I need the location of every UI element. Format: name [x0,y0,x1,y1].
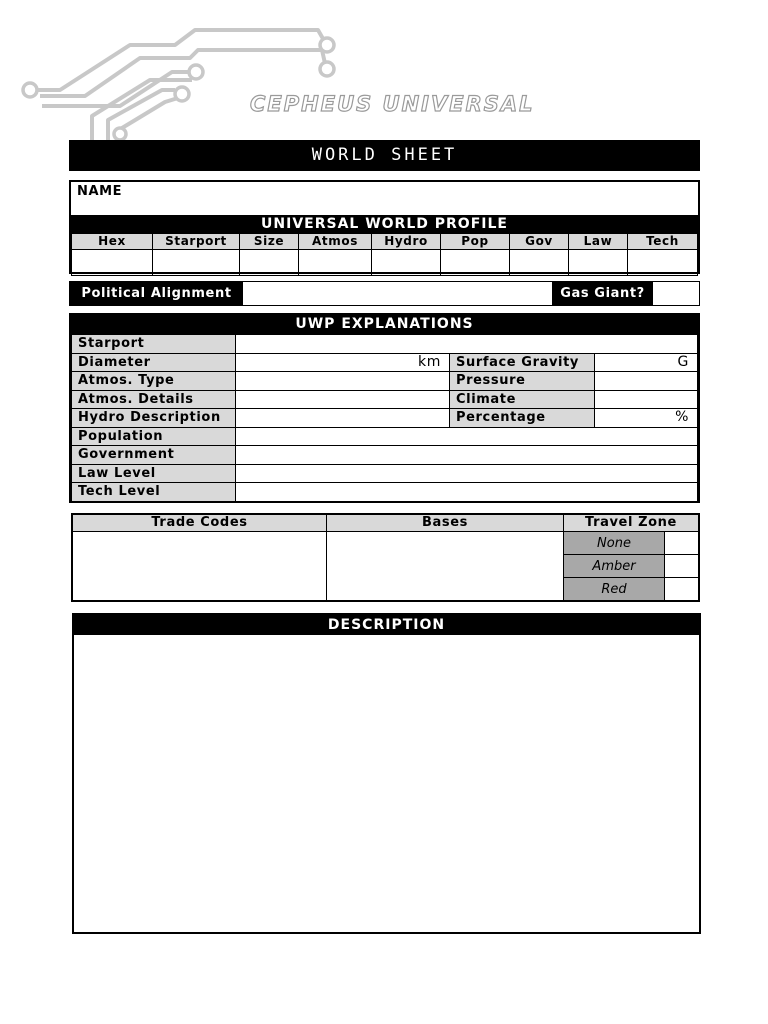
zone-none-label: None [564,532,665,555]
alignment-row [69,281,700,306]
hex-field[interactable] [72,250,153,276]
tech-field[interactable] [628,250,698,276]
percentage-unit: % [675,409,689,426]
zone-red-label: Red [564,578,665,602]
hydro-field[interactable] [372,250,441,276]
col-law: Law [569,234,628,250]
law-field[interactable] [569,250,628,276]
zone-none-checkbox[interactable] [665,532,700,555]
diameter-unit: km [418,353,441,370]
law-level-label: Law Level [72,464,236,483]
pressure-field[interactable] [595,372,698,391]
trade-codes-field[interactable] [72,532,327,602]
gas-giant-label: Gas Giant? [552,282,653,305]
profile-title: UNIVERSAL WORLD PROFILE [71,215,698,233]
hydro-description-field[interactable] [236,409,450,428]
col-tech: Tech [628,234,698,250]
col-atmos: Atmos [299,234,372,250]
diameter-label: Diameter [72,353,236,372]
col-size: Size [240,234,299,250]
uwp-explanations-title: UWP EXPLANATIONS [71,315,698,334]
col-hex: Hex [72,234,153,250]
atmos-type-label: Atmos. Type [72,372,236,391]
name-profile-box [69,180,700,274]
percentage-field[interactable] [595,409,698,428]
tech-level-label: Tech Level [72,483,236,502]
uwp-explanations-box [69,313,700,503]
hydro-description-label: Hydro Description [72,409,236,428]
tech-level-field[interactable] [236,483,698,502]
diameter-field[interactable] [236,353,450,372]
law-level-field[interactable] [236,464,698,483]
bases-header: Bases [327,514,564,532]
trade-codes-header: Trade Codes [72,514,327,532]
political-alignment-field[interactable] [243,282,552,305]
col-starport: Starport [153,234,240,250]
uwp-table [71,233,698,276]
col-hydro: Hydro [372,234,441,250]
bases-field[interactable] [327,532,564,602]
population-field[interactable] [236,427,698,446]
starport-explanation-field[interactable] [236,335,698,354]
starport-label: Starport [72,335,236,354]
atmos-type-field[interactable] [236,372,450,391]
description-box [72,613,701,934]
pop-field[interactable] [441,250,510,276]
uwp-explanations-table [71,334,698,502]
zone-red-checkbox[interactable] [665,578,700,602]
travel-zone-header: Travel Zone [564,514,700,532]
gravity-unit: G [677,353,689,370]
population-label: Population [72,427,236,446]
pressure-label: Pressure [450,372,595,391]
climate-label: Climate [450,390,595,409]
brand-logo: CEPHEUS UNIVERSAL [250,92,535,116]
name-label: NAME [77,184,123,199]
climate-field[interactable] [595,390,698,409]
name-field[interactable] [141,182,696,214]
political-alignment-label: Political Alignment [70,282,243,305]
government-field[interactable] [236,446,698,465]
atmos-details-label: Atmos. Details [72,390,236,409]
government-label: Government [72,446,236,465]
surface-gravity-field[interactable] [595,353,698,372]
atmos-field[interactable] [299,250,372,276]
zone-amber-checkbox[interactable] [665,555,700,578]
description-title: DESCRIPTION [74,615,699,635]
gov-field[interactable] [510,250,569,276]
gas-giant-field[interactable] [653,282,699,305]
starport-field[interactable] [153,250,240,276]
description-field[interactable] [74,635,699,932]
surface-gravity-label: Surface Gravity [450,353,595,372]
page-title: WORLD SHEET [69,140,700,171]
col-pop: Pop [441,234,510,250]
trade-table [71,513,700,602]
zone-amber-label: Amber [564,555,665,578]
atmos-details-field[interactable] [236,390,450,409]
col-gov: Gov [510,234,569,250]
percentage-label: Percentage [450,409,595,428]
size-field[interactable] [240,250,299,276]
